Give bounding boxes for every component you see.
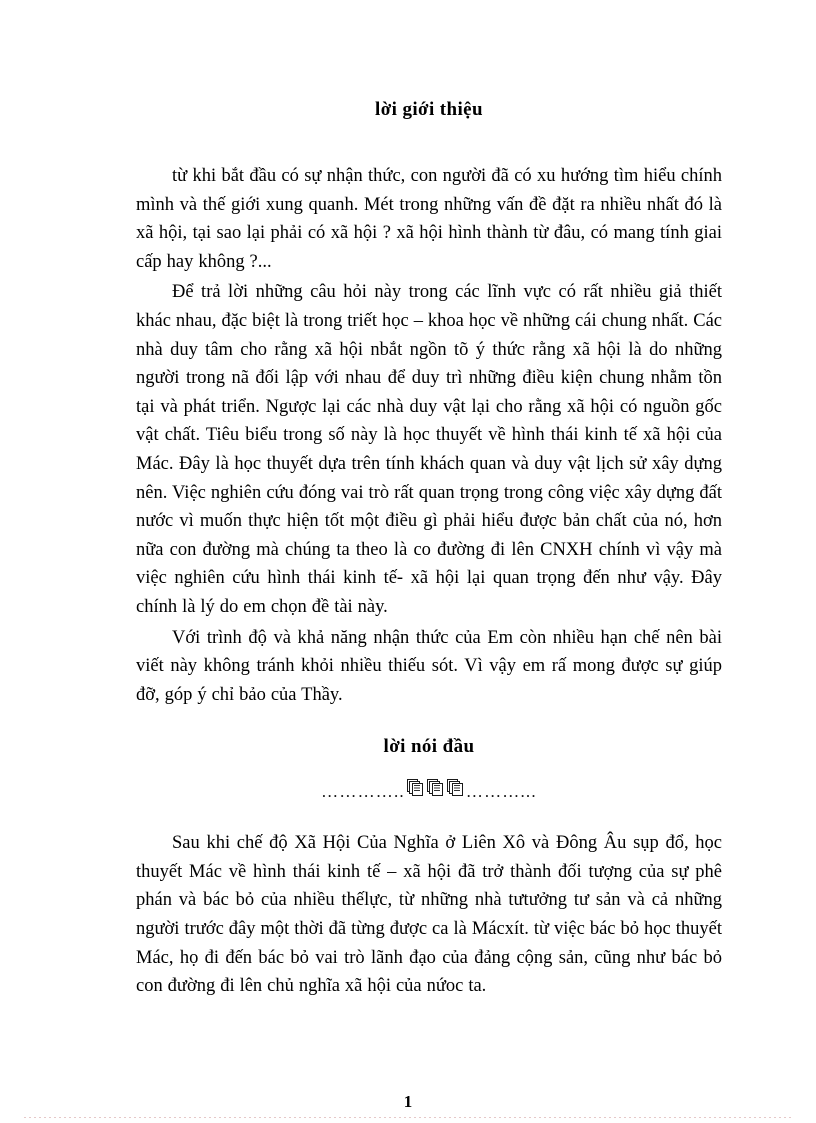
paragraph-theory-discussion: Để trả lời những câu hỏi này trong các lĩnh vực có rất nhiều giả thiết khác nhau, đặc biệt là trong triết học – khoa học về những cái chung nhất. Các nhà duy tâm cho rằng xã hội nbắt ngồn tõ ý thức rằng xã hội là do những người trong nã đối lập với nhau để duy trì những điều kiện chung nhằm tồn tại và phát triển. Ngược lại các nhà duy vật lại cho rằng xã hội có nguồn gốc vật chất. Tiêu biểu trong số này là học thuyết về hình thái kinh tế xã hội của Mác. Đây là học thuyết dựa trên tính khách quan và duy vật lịch sử xây dựng nên. Việc nghiên cứu đóng vai trò rất quan trọng trong công việc xây dựng đất nước vì muốn thực hiện tốt một điều gì phải hiểu được bản chất của nó, hơn nữa con đường mà chúng ta theo là co đường đi lên CNXH chính vì vậy mà việc nghiên cứu hình thái kinh tế- xã hội lại quan trọng đến như vậy. Đây chính là lý do em chọn đề tài này.	[136, 282, 722, 617]
paragraph-introduction-awareness: từ khi bắt đầu có sự nhận thức, con người đã có xu hướng tìm hiểu chính mình và thế giới xung quanh. Mét trong những vấn đề đặt ra nhiều nhất đó là xã hội, tại sao lại phải có xã hội ? xã hội hình thành từ đâu, có mang tính giai cấp hay không ?...	[136, 166, 722, 272]
spacer-before-foreword	[136, 709, 722, 733]
document-body	[136, 96, 722, 1001]
page-number: 1	[403, 1092, 413, 1111]
stacked-pages-icon	[407, 779, 424, 796]
paragraph-author-note: Với trình độ và khả năng nhận thức của Em còn nhiều hạn chế nên bài viết này không tránh khỏi nhiều thiếu sót. Vì vậy em rấ mong được sự giúp đỡ, góp ý chỉ bảo của Thầy.	[136, 627, 722, 705]
stacked-pages-icon	[427, 779, 444, 796]
spacer-title	[136, 124, 722, 162]
separator-glyph-group	[407, 779, 464, 796]
page-break-rule	[24, 1117, 792, 1118]
spacer-after-separator	[136, 799, 722, 829]
page-title-foreword: lời nói đầu	[383, 736, 475, 758]
separator-dots-right: ………...	[465, 781, 537, 801]
stacked-pages-icon	[447, 779, 464, 796]
paragraph-foreword-body: Sau khi chế độ Xã Hội Của Nghĩa ở Liên Xô và Đông Âu sụp đổ, học thuyết Mác về hình thái kinh tế – xã hội đã trở thành đối tượng của sự phê phán và bác bỏ của nhiều thếlực, từ những nhà tưtưởng tư sản và cả những người trước đây một thời đã từng được ca là Mácxít. từ việc bác bỏ học thuyết Mác, họ đi đến bác bỏ vai trò lãnh đạo của đảng cộng sản, cũng như bác bỏ con đường đi lên chủ nghĩa xã hội của nứoc ta.	[136, 833, 722, 997]
separator-dots-left: …………..	[321, 781, 405, 801]
decorative-separator	[136, 775, 722, 799]
page-title-introduction: lời giới thiệu	[375, 99, 483, 120]
